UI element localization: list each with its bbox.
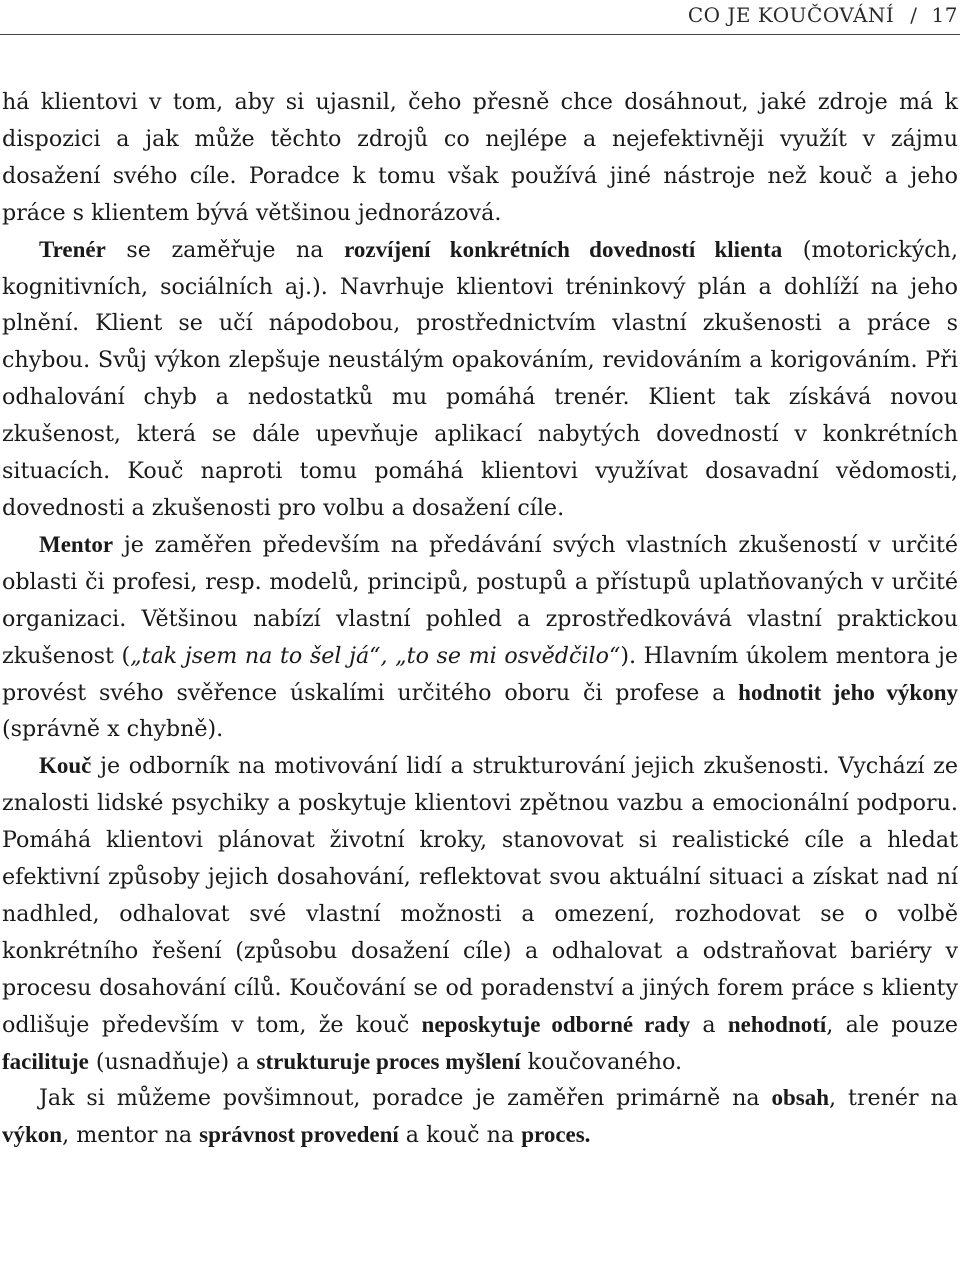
chapter-title: CO JE KOUČOVÁNÍ [687,3,895,27]
header-rule [0,34,960,35]
text-run: (správně x chybně). [2,716,224,743]
text-run: (motorických, kognitivních, sociálních aj.). Navrhuje klientovi tréninkový plán a dohlíží na jeho plnění. Klient se učí nápodobou, prostřednictvím vlastní zkušenosti a práce s chybou. Svůj výkon zlepšuje neustálým opakováním, revidováním a korigováním. Při odhalování chyb a nedostatků mu pomáhá trenér. Klient tak získává novou zkušenost, která se dále upevňuje aplikací nabytých dovedností v konkrétních situacích. Kouč naproti tomu pomáhá klientovi využívat dosavadní vědomosti, dovednosti a zkušenosti pro volbu a dosažení cíle. [2,236,958,521]
page-number: 17 [931,3,958,27]
bold-term: Trenér [39,236,106,262]
bold-term: proces. [521,1122,591,1148]
bold-term: obsah [771,1085,830,1111]
bold-term: správnost provedení [199,1122,399,1148]
text-run: , trenér na [829,1085,958,1112]
bold-term: neposkytuje odborné rady [421,1011,691,1037]
text-run: (usnadňuje) a [88,1048,257,1075]
paragraph-p2 [2,232,958,527]
body-text [2,84,958,1154]
header-separator: / [910,3,918,27]
bold-term: Kouč [39,753,92,779]
text-run: se zaměřuje na [105,236,345,263]
text-run: a [690,1011,728,1038]
bold-term: Mentor [39,531,114,557]
text-run: há klientovi v tom, aby si ujasnil, čeho přesně chce dosáhnout, jaké zdroje má k dispozici a jak může těchto zdrojů co nejlépe a nejefektivněji využít v zájmu dosažení svého cíle. Poradce k tomu však používá jiné nástroje než kouč a jeho práce s klientem bývá většinou jednorázová. [2,89,958,226]
text-run: ). Hlavním úkolem mentora je provést svého svěřence úskalími určitého oboru či profese a [2,642,958,706]
text-run: Jak si můžeme povšimnout, poradce je zaměřen primárně na [39,1085,772,1112]
text-run: , mentor na [62,1122,200,1149]
text-run: je odborník na motivování lidí a strukturování jejich zkušenosti. Vychází ze znalosti lidské psychiky a poskytuje klientovi zpětnou vazbu a emocionální podporu. Pomáhá klientovi plánovat životní kroky, stanovovat si realistické cíle a hledat efektivní způsoby jejich dosahování, reflektovat svou aktuální situaci a získat nad ní nadhled, odhalovat své vlastní možnosti a omezení, rozhodovat se o volbě konkrétního řešení (způsobu dosažení cíle) a odhalovat a odstraňovat bariéry v procesu dosahování cílů. Koučování se od poradenství a jiných forem práce s klienty odlišuje především v tom, že kouč [2,753,958,1038]
paragraph-p1 [2,84,958,232]
paragraph-p3 [2,527,958,748]
italic-quote: „tak jsem na to šel já“, „to se mi osvědčilo“ [130,642,621,669]
text-run: , ale pouze [826,1011,958,1038]
text-run: a kouč na [398,1122,522,1149]
bold-term: strukturuje proces myšlení [256,1048,521,1074]
bold-term: facilituje [2,1048,89,1074]
bold-term: rozvíjení konkrétních dovedností klienta [344,236,783,262]
bold-term: výkon [2,1122,63,1148]
running-header [688,2,958,28]
text-run: je zaměřen především na předávání svých vlastních zkušeností v určité oblasti či profesi, resp. modelů, principů, postupů a přístupů uplatňovaných v určité organizaci. Většinou nabízí vlastní pohled a zprostředkovává vlastní praktickou zkušenost ( [2,531,958,669]
paragraph-p5 [2,1080,958,1154]
text-run: koučovaného. [520,1048,683,1075]
bold-term: hodnotit jeho výkony [738,679,958,705]
paragraph-p4 [2,748,958,1080]
bold-term: nehodnotí [727,1011,827,1037]
